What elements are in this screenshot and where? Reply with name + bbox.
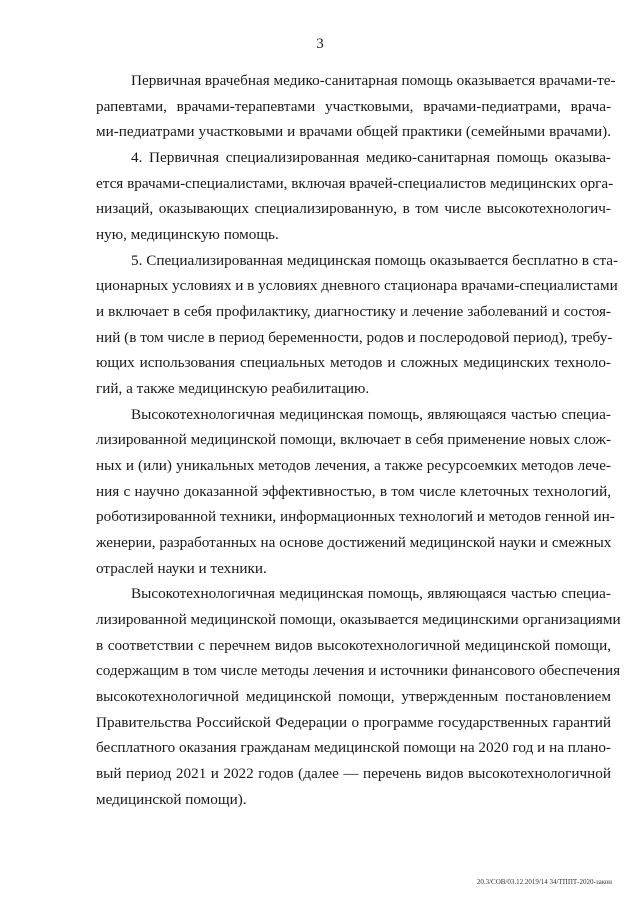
text-line: Первичная врачебная медико-санитарная помощь оказывается врачами-те- <box>131 72 616 89</box>
text-line: и включает в себя профилактику, диагностику и лечение заболеваний и состоя- <box>96 303 611 320</box>
text-line: 4. Первичная специализированная медико-санитарная помощь оказыва- <box>131 149 611 166</box>
text-line: лизированной медицинской помощи, включает в себя применение новых слож- <box>96 431 611 448</box>
text-line: медицинской помощи). <box>96 791 247 808</box>
text-line: содержащим в том числе методы лечения и источники финансового обеспечения <box>96 662 621 679</box>
text-line: ется врачами-специалистами, включая врачей-специалистов медицинских орга- <box>96 175 614 192</box>
text-line: ных и (или) уникальных методов лечения, а также ресурсоемких методов лече- <box>96 457 611 474</box>
text-line: высокотехнологичной медицинской помощи, утвержденным постановлением <box>96 688 611 705</box>
text-line: лизированной медицинской помощи, оказывается медицинскими организациями <box>96 611 621 628</box>
text-line: 5. Специализированная медицинская помощь оказывается бесплатно в ста- <box>131 252 619 269</box>
text-line: Высокотехнологичная медицинская помощь, являющаяся частью специа- <box>131 585 611 602</box>
text-line: вый период 2021 и 2022 годов (далее — перечень видов высокотехнологичной <box>96 765 611 782</box>
text-line: ную, медицинскую помощь. <box>96 226 279 243</box>
text-line: рапевтами, врачами-терапевтами участковыми, врачами-педиатрами, врача- <box>96 98 611 115</box>
text-line: роботизированной техники, информационных технологий и методов генной ин- <box>96 508 615 525</box>
text-line: ционарных условиях и в условиях дневного стационара врачами-специалистами <box>96 277 618 294</box>
text-line: низаций, оказывающих специализированную, в том числе высокотехнологич- <box>96 200 611 217</box>
text-line: в соответствии с перечнем видов высокотехнологичной медицинской помощи, <box>96 637 611 654</box>
text-line: отраслей науки и техники. <box>96 560 267 577</box>
page-number: 3 <box>316 36 324 52</box>
document-code: 20.3/СОВ/03.12.2019/14 34/ТППТ-2020-закон <box>476 878 612 886</box>
text-line: женерии, разработанных на основе достижений медицинской науки и смежных <box>96 534 612 551</box>
text-line: гий, а также медицинскую реабилитацию. <box>96 380 370 397</box>
text-line: бесплатного оказания гражданам медицинской помощи на 2020 год и на плано- <box>96 739 611 756</box>
text-line: Высокотехнологичная медицинская помощь, являющаяся частью специа- <box>131 406 611 423</box>
text-line: Правительства Российской Федерации о программе государственных гарантий <box>96 714 611 731</box>
text-line: ния с научно доказанной эффективностью, в том числе клеточных технологий, <box>96 483 611 500</box>
text-line: ний (в том числе в период беременности, родов и послеродовой период), требу- <box>96 329 613 346</box>
text-line: ющих использования специальных методов и сложных медицинских техноло- <box>96 354 611 371</box>
text-line: ми-педиатрами участковыми и врачами общей практики (семейными врачами). <box>96 123 611 140</box>
